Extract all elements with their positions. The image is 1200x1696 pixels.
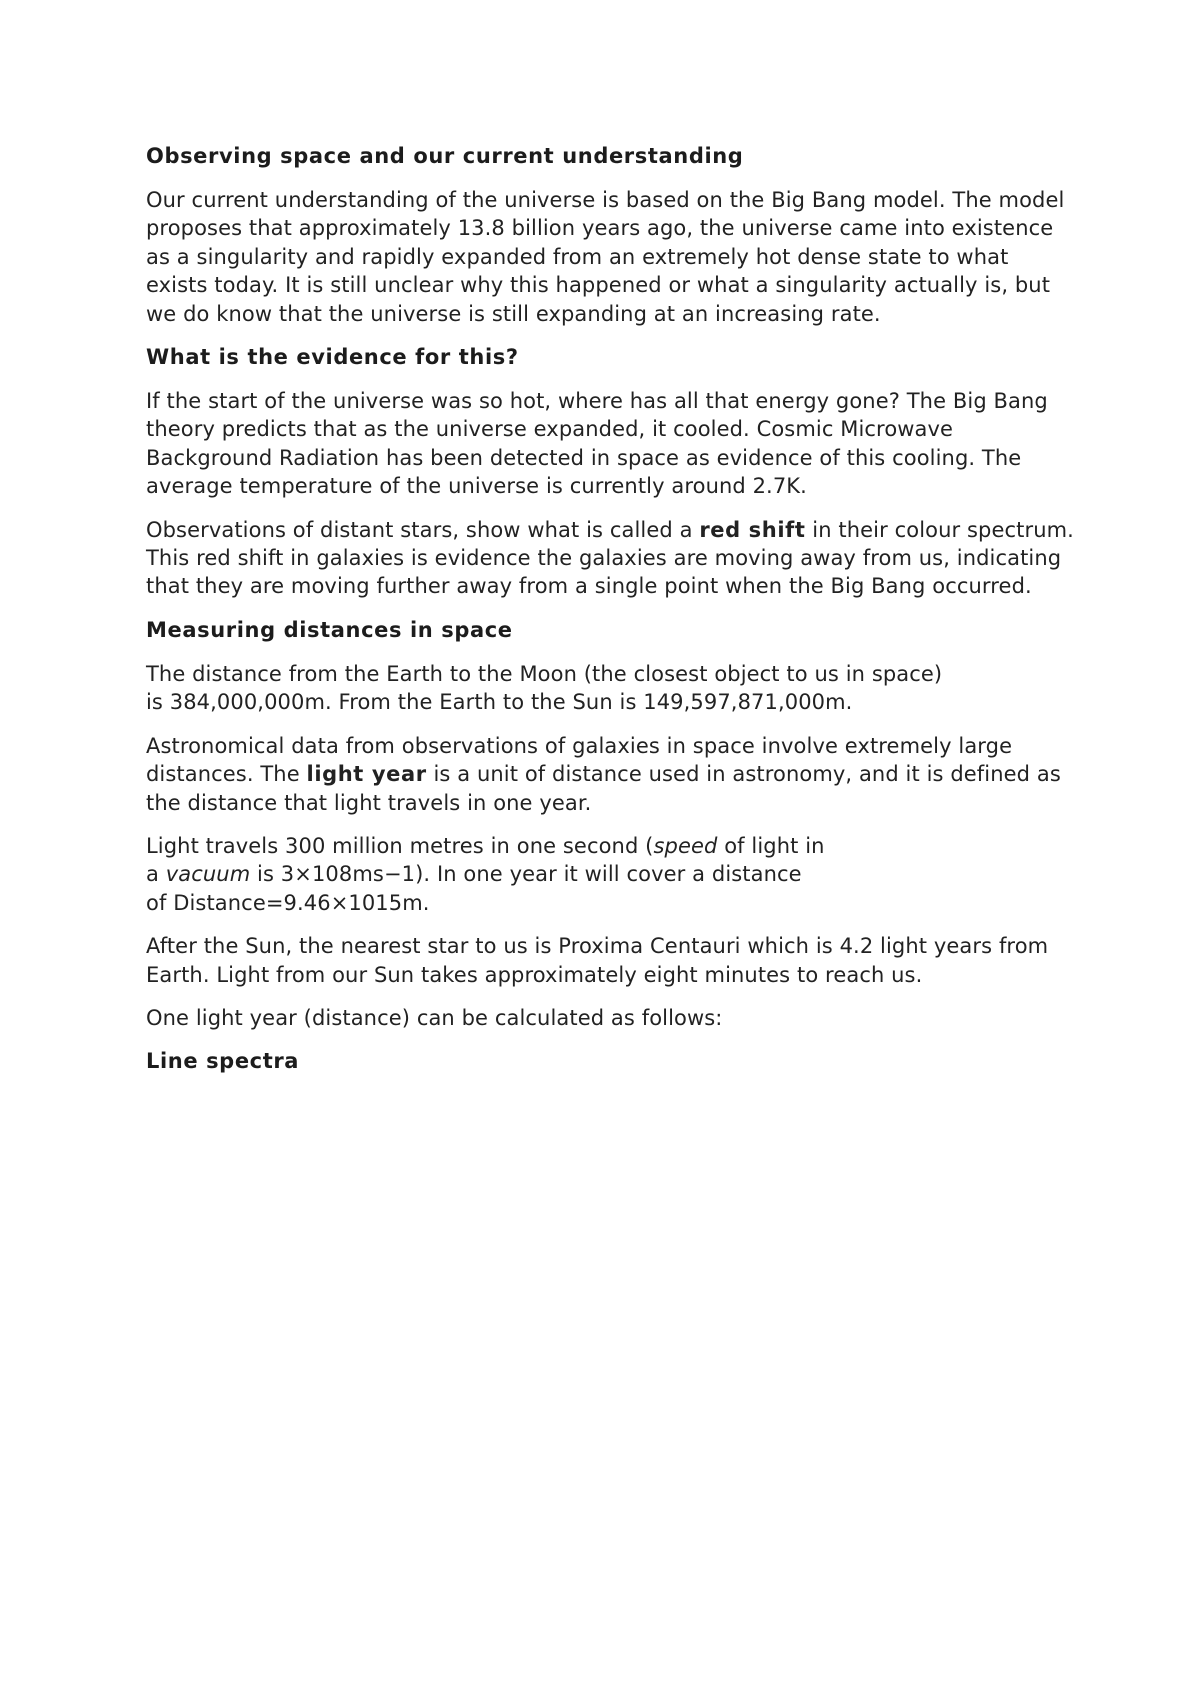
speed-term: speed [653,833,718,858]
red-shift-term: red shift [699,517,806,542]
heading-measuring-distances: Measuring distances in space [146,617,513,642]
paragraph-light-year [146,732,1076,817]
vacuum-term: vacuum [165,862,251,887]
paragraph-earth-moon-distance [146,660,1076,717]
heading-line-spectra: Line spectra [146,1049,300,1074]
speed-text-e: of Distance=9.46×1015m. [146,890,430,915]
earth-moon-line-1: The distance from the Earth to the Moon (the closest object to us in space) [146,661,943,686]
red-shift-text-after: in their colour spectrum. This red shift in galaxies is evidence the galaxies are moving away from us, indicating that they are moving further away from a single point when the Big Bang occurred. [146,517,1074,599]
speed-text-c: a [146,862,166,887]
paragraph-red-shift [146,516,1076,601]
document-page [146,142,1076,1091]
paragraph-proxima-centauri: After the Sun, the nearest star to us is Proxima Centauri which is 4.2 light years from Earth. Light from our Sun takes approximately eight minutes to reach us. [146,934,1049,987]
light-year-term: light year [306,762,427,787]
paragraph-light-year-calculation: One light year (distance) can be calculated as follows: [146,1005,723,1030]
paragraph-speed-of-light [146,832,1076,917]
earth-moon-line-2: is 384,000,000m. From the Earth to the Sun is 149,597,871,000m. [146,690,853,715]
heading-evidence: What is the evidence for this? [146,345,519,370]
speed-text-b: of light in [717,833,825,858]
paragraph-big-bang-model: Our current understanding of the universe is based on the Big Bang model. The model proposes that approximately 13.8 billion years ago, the universe came into existence as a singularity and rapidly expanded from an extremely hot dense state to what exists today. It is still unclear why this happened or what a singularity actually is, but we do know that the universe is still expanding at an increasing rate. [146,188,1065,326]
speed-text-d: is 3×108ms−1). In one year it will cover a distance [250,862,802,887]
red-shift-text-before: Observations of distant stars, show what is called a [146,517,700,542]
light-year-text-before: Astronomical data from observations of galaxies in space involve extremely large distances. The [146,733,1013,787]
light-year-text-after: is a unit of distance used in astronomy, and it is defined as the distance that light travels in one year. [146,762,1061,815]
paragraph-cosmic-microwave: If the start of the universe was so hot, where has all that energy gone? The Big Bang theory predicts that as the universe expanded, it cooled. Cosmic Microwave Background Radiation has been detected in space as evidence of this cooling. The average temperature of the universe is currently around 2.7K. [146,389,1048,499]
heading-observing-space: Observing space and our current understanding [146,144,744,168]
speed-text-a: Light travels 300 million metres in one second ( [146,833,654,858]
